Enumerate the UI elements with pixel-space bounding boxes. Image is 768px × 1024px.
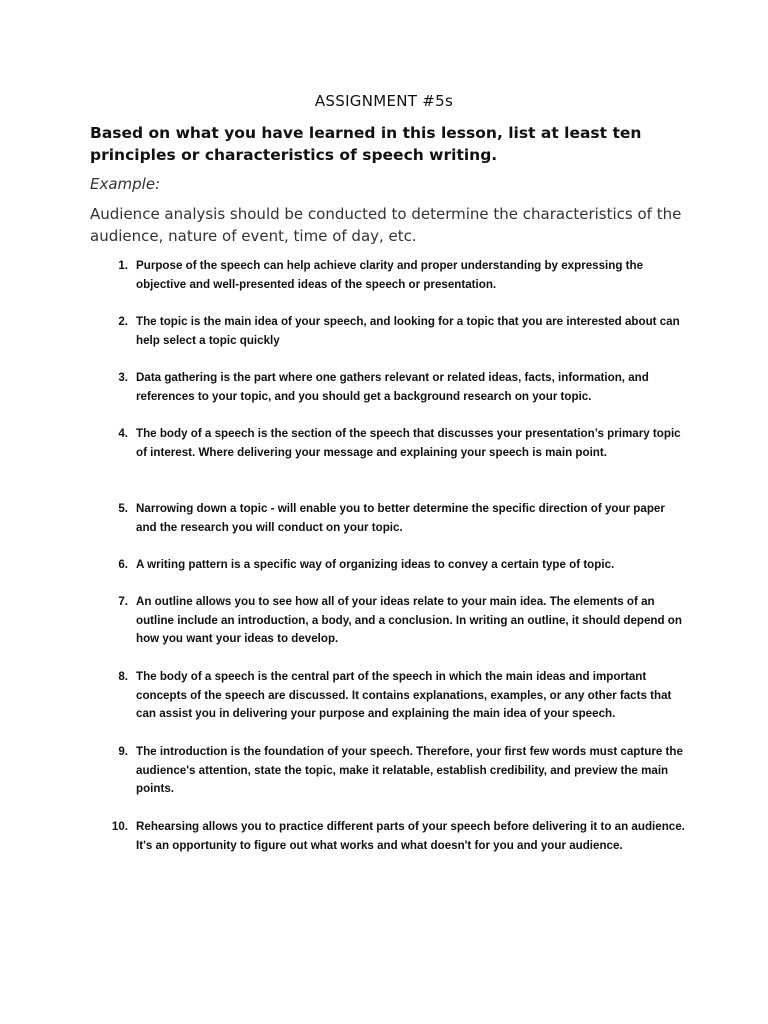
list-item-text: An outline allows you to see how all of your ideas relate to your main idea. The elements of an outline include an introduction, a body, and a conclusion. In writing an outline, it should depend on how you want your ideas to develop. [136,595,682,646]
list-item-number: 8. [118,670,128,683]
assignment-prompt: Based on what you have learned in this lesson, list at least ten principles or characteristics of speech writing. [90,124,642,164]
assignment-title: ASSIGNMENT #5s [314,92,454,110]
example-text: Audience analysis should be conducted to determine the characteristics of the audience, nature of event, time of day, etc. [90,205,682,245]
list-item-text: Data gathering is the part where one gathers relevant or related ideas, facts, information, and references to your topic, and you should get a background research on your topic. [136,371,649,403]
list-item-text: A writing pattern is a specific way of organizing ideas to convey a certain type of topic. [136,558,615,571]
list-item-number: 6. [118,558,128,571]
list-item-text: The body of a speech is the central part of the speech in which the main ideas and important concepts of the speech are discussed. It contains explanations, examples, or any other facts that can assist you in delivering your purpose and explaining the main idea of your speech. [136,670,672,721]
list-item-number: 4. [118,427,128,440]
list-item-number: 9. [118,745,128,758]
list-item-text: The topic is the main idea of your speech, and looking for a topic that you are interested about can help select a topic quickly [136,315,680,347]
list-item-number: 10. [111,820,128,833]
list-item-text: Narrowing down a topic - will enable you to better determine the specific direction of your paper and the research you will conduct on your topic. [136,502,665,534]
list-item-number: 1. [118,259,128,272]
example-label: Example: [90,175,161,193]
list-item-text: Purpose of the speech can help achieve clarity and proper understanding by expressing the objective and well-presented ideas of the speech or presentation. [136,259,644,291]
list-item-number: 7. [118,595,128,608]
list-item-text: The body of a speech is the section of the speech that discusses your presentation’s primary topic of interest. Where delivering your message and explaining your speech is main point. [136,427,681,459]
list-item-number: 2. [118,315,128,328]
list-item-text: Rehearsing allows you to practice different parts of your speech before delivering it to an audience. It's an opportunity to figure out what works and what doesn't for you and your audience. [136,820,685,852]
list-item-text: The introduction is the foundation of your speech. Therefore, your first few words must capture the audience's attention, state the topic, make it relatable, establish credibility, and preview the main points. [136,745,683,796]
list-item-number: 3. [118,371,128,384]
list-item-number: 5. [118,502,128,515]
